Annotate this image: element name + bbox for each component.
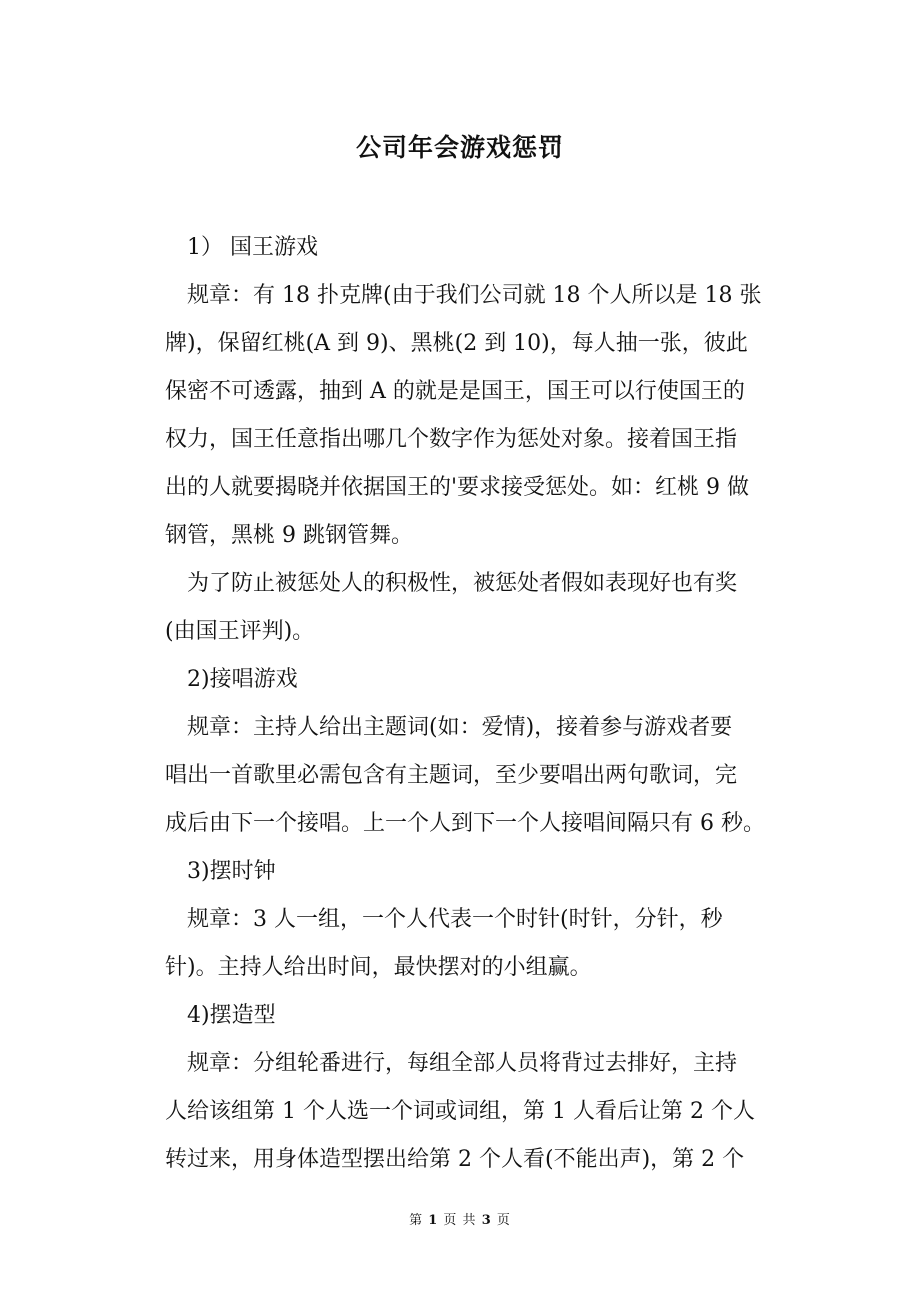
paragraph-line: 牌)，保留红桃(A 到 9)、黑桃(2 到 10)，每人抽一张，彼此 bbox=[165, 331, 748, 356]
paragraph-line: (由国王评判)。 bbox=[165, 619, 315, 644]
footer-suffix: 页 bbox=[496, 1213, 511, 1228]
paragraph-line: 权力，国王任意指出哪几个数字作为惩处对象。接着国王指 bbox=[165, 427, 738, 452]
section-heading-king-game: 1） 国王游戏 bbox=[187, 235, 318, 260]
footer-page-number: 1 bbox=[428, 1213, 439, 1228]
paragraph-line: 规章：3 人一组，一个人代表一个时针(时针，分针，秒 bbox=[187, 907, 723, 932]
paragraph-line: 转过来，用身体造型摆出给第 2 个人看(不能出声)，第 2 个 bbox=[165, 1147, 745, 1172]
paragraph-line: 人给该组第 1 个人选一个词或词组，第 1 人看后让第 2 个人 bbox=[165, 1099, 755, 1124]
paragraph-line: 钢管，黑桃 9 跳钢管舞。 bbox=[165, 523, 413, 548]
section-heading-pose-game: 4)摆造型 bbox=[187, 1003, 276, 1028]
page-footer bbox=[0, 1209, 920, 1228]
footer-prefix: 第 bbox=[409, 1213, 424, 1228]
paragraph-line: 规章：有 18 扑克牌(由于我们公司就 18 个人所以是 18 张 bbox=[187, 283, 762, 308]
document-body bbox=[165, 224, 820, 1184]
paragraph-line: 针)。主持人给出时间，最快摆对的小组赢。 bbox=[165, 955, 592, 980]
footer-middle: 页 共 bbox=[443, 1213, 477, 1228]
paragraph-line: 唱出一首歌里必需包含有主题词，至少要唱出两句歌词，完 bbox=[165, 763, 738, 788]
paragraph-line: 出的人就要揭晓并依据国王的'要求接受惩处。如：红桃 9 做 bbox=[165, 475, 750, 500]
paragraph-line: 规章：主持人给出主题词(如：爱情)，接着参与游戏者要 bbox=[187, 715, 733, 740]
paragraph-line: 成后由下一个接唱。上一个人到下一个人接唱间隔只有 6 秒。 bbox=[165, 811, 765, 836]
footer-total-pages: 3 bbox=[481, 1213, 492, 1228]
paragraph-line: 规章：分组轮番进行，每组全部人员将背过去排好，主持 bbox=[187, 1051, 738, 1076]
document-title: 公司年会游戏惩罚 bbox=[355, 133, 564, 162]
paragraph-line: 为了防止被惩处人的积极性，被惩处者假如表现好也有奖 bbox=[187, 571, 738, 596]
paragraph-line: 保密不可透露，抽到 A 的就是是国王，国王可以行使国王的 bbox=[165, 379, 745, 404]
section-heading-sing-game: 2)接唱游戏 bbox=[187, 667, 298, 692]
section-heading-clock-game: 3)摆时钟 bbox=[187, 859, 276, 884]
